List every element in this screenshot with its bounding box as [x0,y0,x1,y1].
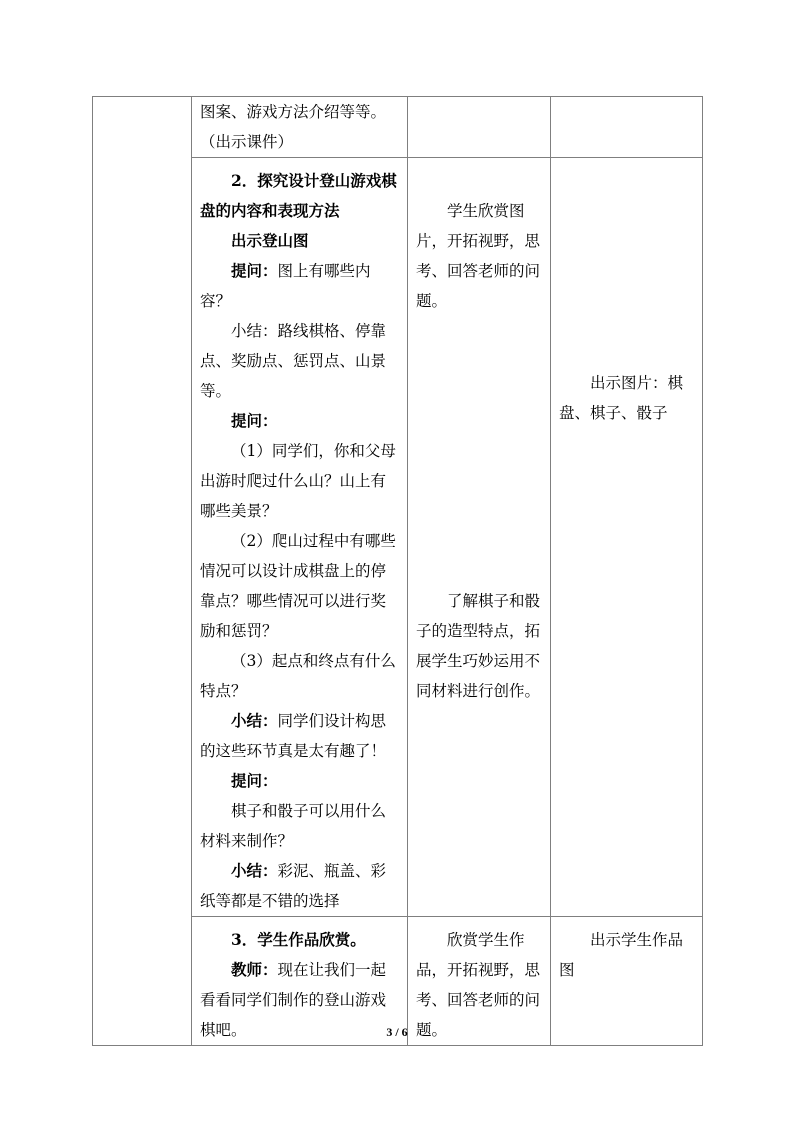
student-activity: 了解棋子和骰子的造型特点，拓展学生巧妙运用不同材料进行创作。 [416,592,541,700]
student-activity: 欣赏学生作品，开拓视野，思考、回答老师的问题。 [416,931,541,1039]
resource-cell [551,158,703,917]
question-label: 提问： [231,411,278,430]
summary-paragraph [200,706,399,766]
summary-text: 彩泥、瓶盖、彩纸等都是不错的选择 [200,862,387,910]
show-line: 出示登山图 [231,231,309,250]
question-item: （1）同学们，你和父母出游时爬过什么山？山上有哪些美景？ [200,442,396,520]
section-heading: 3．学生作品欣赏。 [231,930,366,949]
student-cell [408,158,551,917]
table-row [93,97,703,158]
activity-cell [192,158,408,917]
question-paragraph [200,256,399,316]
page-number: 3 / 6 [386,1025,408,1039]
question-label: 提问： [231,261,278,280]
student-activity: 学生欣赏图片，开拓视野，思考、回答老师的问题。 [416,202,541,310]
activity-cell [192,97,408,158]
teacher-text: 现在让我们一起看看同学们制作的登山游戏棋吧。 [200,961,387,1039]
activity-text: （出示课件） [200,133,294,151]
lesson-plan-table [92,96,703,1046]
summary-paragraph: 小结：路线棋格、停靠点、奖励点、惩罚点、山景等。 [200,322,387,400]
resource-text: 出示学生作品图 [559,931,684,979]
resource-text: 出示图片：棋盘、棋子、骰子 [559,374,684,422]
summary-label: 小结： [231,711,278,730]
summary-text: 同学们设计构思的这些环节真是太有趣了！ [200,712,387,760]
summary-label: 小结： [231,861,278,880]
question-item: （2）爬山过程中有哪些情况可以设计成棋盘上的停靠点？哪些情况可以进行奖励和惩罚？ [200,532,396,640]
question-text: 棋子和骰子可以用什么材料来制作？ [200,802,387,850]
activity-text: 图案、游戏方法介绍等等。 [200,103,387,121]
student-cell [408,97,551,158]
question-text: 图上有哪些内容？ [200,262,371,310]
teacher-label: 教师： [231,960,278,979]
question-item: （3）起点和终点有什么特点？ [200,652,396,700]
summary-paragraph [200,856,399,916]
stage-cell [93,97,192,1046]
section-heading: 2．探究设计登山游戏棋盘的内容和表现方法 [200,171,397,220]
resource-cell [551,97,703,158]
question-label: 提问： [231,771,278,790]
